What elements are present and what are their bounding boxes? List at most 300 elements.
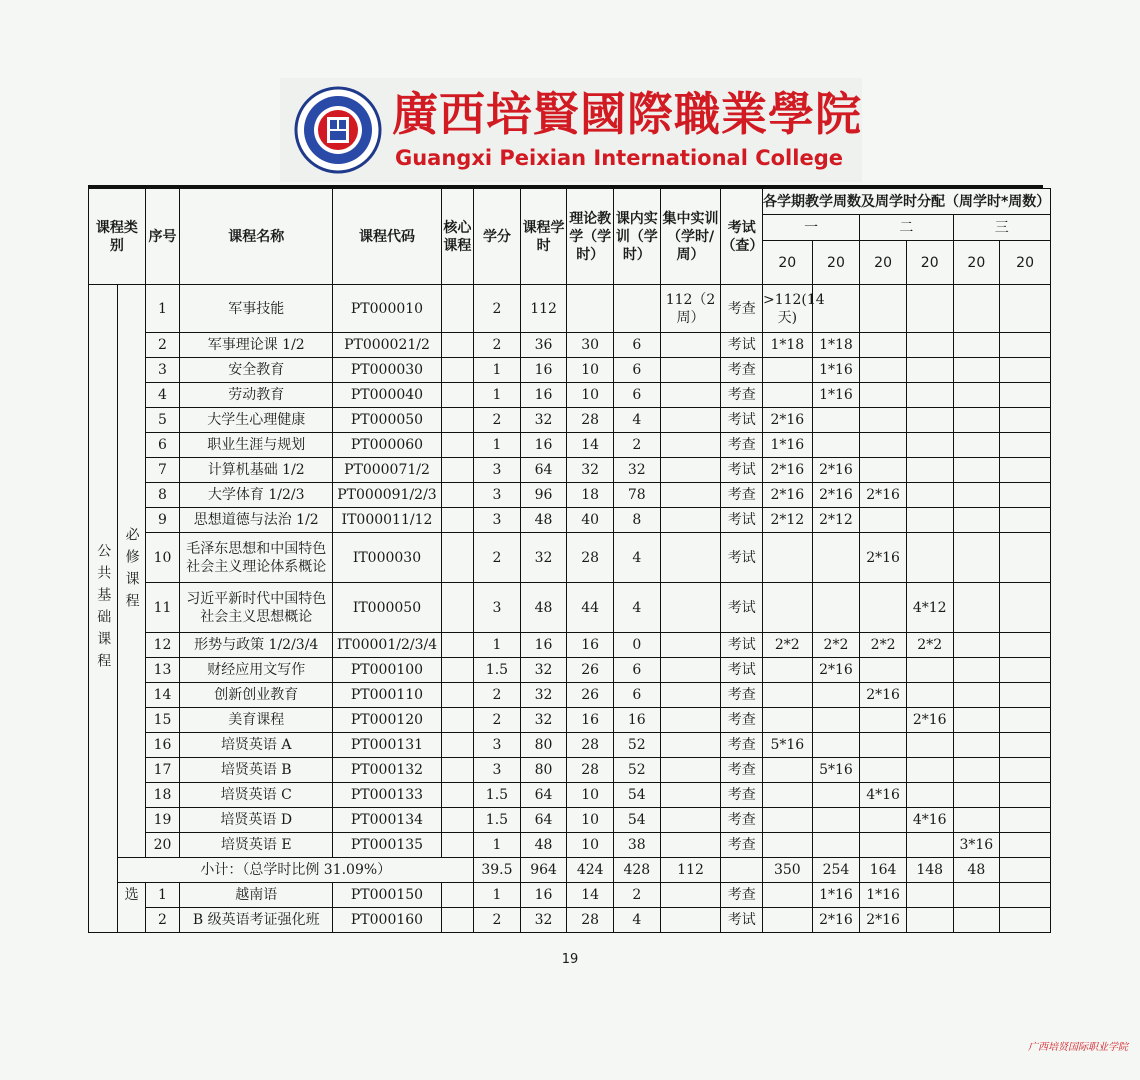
cell-s4: 4*16 [906,808,953,833]
cell-core [441,383,473,408]
cell-seq: 20 [145,833,179,858]
cell-exam: 考查 [721,483,763,508]
cell-s6 [1000,808,1051,833]
cell-core [441,708,473,733]
cell-credit: 3 [474,583,521,633]
cell-core [441,883,473,908]
cell-seq: 1 [145,883,179,908]
cell-s2: 2*16 [812,908,860,933]
cell-hours: 36 [520,333,567,358]
cell-credit: 2 [474,533,521,583]
cell-s2 [812,583,860,633]
cell-code: PT000150 [333,883,441,908]
cell-s5 [953,658,1000,683]
cell-exam: 考试 [721,333,763,358]
table-row [89,783,1051,808]
cell-s5 [953,458,1000,483]
cell-theory: 32 [567,458,614,483]
cell-code: PT000135 [333,833,441,858]
cell-practice: 2 [614,883,661,908]
cell-exam: 考查 [721,883,763,908]
cell-code: PT000134 [333,808,441,833]
cell-s4 [906,658,953,683]
cell-practice: 4 [614,408,661,433]
cell-code: PT000030 [333,358,441,383]
table-row [89,733,1051,758]
cell-theory: 18 [567,483,614,508]
cell-core [441,908,473,933]
cell-intensive [660,483,721,508]
subtotal-exam [721,858,763,883]
cell-practice: 6 [614,383,661,408]
header-row-1 [89,189,1051,215]
college-chinese-name: 廣西培賢國際職業學院 [392,87,862,141]
cell-s1: 2*16 [762,458,812,483]
cell-theory: 28 [567,758,614,783]
header-distribution: 各学期教学周数及周学时分配（周学时*周数） [762,189,1050,215]
table-row [89,908,1051,933]
cell-seq: 6 [145,433,179,458]
subtotal-practice: 428 [614,858,661,883]
cell-s4 [906,458,953,483]
cell-hours: 48 [520,833,567,858]
cell-exam: 考试 [721,908,763,933]
cell-core [441,483,473,508]
cell-core [441,683,473,708]
cell-theory: 26 [567,658,614,683]
table-row [89,708,1051,733]
cell-intensive [660,908,721,933]
table-row [89,383,1051,408]
cell-credit: 1 [474,833,521,858]
cell-s4 [906,683,953,708]
category-cell: 公共基础课程 [89,285,118,933]
cell-s6 [1000,683,1051,708]
cell-practice: 38 [614,833,661,858]
required-cell: 必修课程 [118,285,145,858]
cell-hours: 64 [520,783,567,808]
cell-s4 [906,285,953,333]
table-row [89,758,1051,783]
cell-theory: 30 [567,333,614,358]
cell-s3 [860,433,907,458]
cell-s1 [762,383,812,408]
cell-intensive [660,733,721,758]
subtotal-s2: 254 [812,858,860,883]
cell-s6 [1000,383,1051,408]
cell-credit: 1.5 [474,658,521,683]
cell-intensive [660,383,721,408]
table-row [89,658,1051,683]
cell-credit: 3 [474,758,521,783]
cell-s4 [906,433,953,458]
cell-intensive [660,633,721,658]
header-year-2: 二 [860,215,953,241]
cell-s6 [1000,883,1051,908]
cell-s2: 2*2 [812,633,860,658]
cell-s4 [906,333,953,358]
page-number: 19 [561,952,579,967]
cell-practice: 32 [614,458,661,483]
cell-core [441,508,473,533]
cell-intensive [660,408,721,433]
cell-credit: 1 [474,358,521,383]
cell-core [441,783,473,808]
header-theory: 理论教学（学时） [567,189,614,285]
cell-s5 [953,783,1000,808]
header-weeks-s6: 20 [1000,241,1051,285]
subtotal-credit: 39.5 [474,858,521,883]
cell-code: PT000021/2 [333,333,441,358]
cell-code: IT000030 [333,533,441,583]
cell-s1 [762,583,812,633]
cell-credit: 3 [474,508,521,533]
cell-s6 [1000,483,1051,508]
table-row [89,633,1051,658]
cell-s6 [1000,783,1051,808]
cell-hours: 16 [520,883,567,908]
cell-name: 美育课程 [180,708,333,733]
curriculum-table [88,188,1051,933]
cell-theory: 28 [567,733,614,758]
cell-s2: 2*16 [812,658,860,683]
cell-core [441,285,473,333]
cell-s1 [762,908,812,933]
table-row [89,358,1051,383]
cell-intensive [660,333,721,358]
header-hours: 课程学时 [520,189,567,285]
cell-practice: 6 [614,658,661,683]
curriculum-table-body [89,285,1051,933]
cell-core [441,808,473,833]
cell-s5 [953,483,1000,508]
header-credit: 学分 [474,189,521,285]
cell-practice: 6 [614,333,661,358]
cell-s5 [953,733,1000,758]
cell-credit: 1 [474,633,521,658]
cell-credit: 2 [474,333,521,358]
cell-code: IT000011/12 [333,508,441,533]
cell-exam: 考查 [721,433,763,458]
table-row [89,508,1051,533]
table-row [89,683,1051,708]
cell-name: 毛泽东思想和中国特色社会主义理论体系概论 [180,533,333,583]
cell-core [441,583,473,633]
cell-seq: 18 [145,783,179,808]
cell-s1: 2*2 [762,633,812,658]
cell-name: B 级英语考证强化班 [180,908,333,933]
cell-credit: 2 [474,708,521,733]
cell-code: PT000100 [333,658,441,683]
cell-s1: 5*16 [762,733,812,758]
cell-seq: 17 [145,758,179,783]
cell-s5 [953,583,1000,633]
cell-name: 军事理论课 1/2 [180,333,333,358]
cell-name: 培贤英语 D [180,808,333,833]
cell-s6 [1000,908,1051,933]
cell-theory: 26 [567,683,614,708]
cell-s4 [906,383,953,408]
cell-credit: 1.5 [474,808,521,833]
cell-seq: 16 [145,733,179,758]
subtotal-s6 [1000,858,1051,883]
cell-exam: 考试 [721,633,763,658]
cell-s2: 1*16 [812,383,860,408]
cell-s3: 1*16 [860,883,907,908]
cell-s5 [953,508,1000,533]
cell-practice: 16 [614,708,661,733]
cell-code: PT000040 [333,383,441,408]
cell-seq: 2 [145,908,179,933]
elective-cell: 选 [118,883,145,933]
cell-s6 [1000,533,1051,583]
cell-theory [567,285,614,333]
cell-s2: 5*16 [812,758,860,783]
cell-name: 大学生心理健康 [180,408,333,433]
cell-s4: 2*2 [906,633,953,658]
cell-theory: 10 [567,383,614,408]
cell-hours: 16 [520,433,567,458]
cell-s1 [762,833,812,858]
cell-name: 大学体育 1/2/3 [180,483,333,508]
cell-core [441,658,473,683]
cell-exam: 考试 [721,583,763,633]
cell-practice: 6 [614,358,661,383]
cell-s2 [812,433,860,458]
cell-intensive [660,583,721,633]
cell-s2 [812,533,860,583]
cell-core [441,358,473,383]
cell-s5 [953,883,1000,908]
table-row [89,833,1051,858]
header-intensive: 集中实训（学时/周） [660,189,721,285]
cell-s6 [1000,408,1051,433]
cell-name: 创新创业教育 [180,683,333,708]
table-row [89,285,1051,333]
cell-s4: 4*12 [906,583,953,633]
cell-s4 [906,733,953,758]
cell-code: PT000010 [333,285,441,333]
cell-s5 [953,383,1000,408]
cell-core [441,408,473,433]
cell-theory: 28 [567,908,614,933]
cell-credit: 2 [474,683,521,708]
cell-practice: 2 [614,433,661,458]
cell-s1 [762,783,812,808]
subtotal-s5: 48 [953,858,1000,883]
cell-hours: 16 [520,358,567,383]
cell-theory: 40 [567,508,614,533]
cell-s1: 2*16 [762,483,812,508]
cell-hours: 64 [520,458,567,483]
header-weeks-s5: 20 [953,241,1000,285]
cell-name: 培贤英语 B [180,758,333,783]
cell-s6 [1000,733,1051,758]
cell-s4 [906,783,953,808]
cell-s2 [812,683,860,708]
cell-intensive [660,683,721,708]
cell-code: PT000071/2 [333,458,441,483]
college-english-name: Guangxi Peixian International College [395,146,843,170]
cell-exam: 考试 [721,658,763,683]
cell-code: PT000060 [333,433,441,458]
cell-hours: 32 [520,683,567,708]
cell-s6 [1000,633,1051,658]
header-category: 课程类别 [89,189,146,285]
cell-practice: 54 [614,783,661,808]
cell-code: IT00001/2/3/4 [333,633,441,658]
table-row [89,333,1051,358]
cell-credit: 1 [474,883,521,908]
cell-intensive [660,808,721,833]
cell-practice: 52 [614,733,661,758]
cell-s3 [860,458,907,483]
watermark: 广西培贤国际职业学院 [1028,1042,1128,1053]
cell-s3 [860,333,907,358]
cell-name: 培贤英语 C [180,783,333,808]
cell-s1 [762,808,812,833]
cell-practice [614,285,661,333]
cell-code: PT000110 [333,683,441,708]
cell-s1 [762,708,812,733]
cell-s4 [906,758,953,783]
cell-core [441,833,473,858]
cell-core [441,758,473,783]
subtotal-s3: 164 [860,858,907,883]
cell-s4 [906,833,953,858]
cell-s3 [860,758,907,783]
header-seq: 序号 [145,189,179,285]
cell-seq: 2 [145,333,179,358]
cell-s6 [1000,358,1051,383]
header-practice: 课内实训（学时） [614,189,661,285]
cell-hours: 32 [520,908,567,933]
cell-credit: 1 [474,383,521,408]
cell-code: PT000131 [333,733,441,758]
cell-s1 [762,883,812,908]
header-weeks-s4: 20 [906,241,953,285]
cell-name: 职业生涯与规划 [180,433,333,458]
cell-s5 [953,433,1000,458]
cell-s6 [1000,508,1051,533]
cell-s2: 1*18 [812,333,860,358]
cell-s4 [906,358,953,383]
cell-practice: 6 [614,683,661,708]
cell-hours: 80 [520,733,567,758]
cell-exam: 考查 [721,285,763,333]
header-course-code: 课程代码 [333,189,441,285]
cell-theory: 28 [567,533,614,583]
cell-intensive [660,458,721,483]
cell-practice: 4 [614,533,661,583]
cell-s3: 4*16 [860,783,907,808]
table-row [89,808,1051,833]
cell-code: PT000133 [333,783,441,808]
cell-theory: 28 [567,408,614,433]
cell-s3 [860,733,907,758]
cell-s2 [812,833,860,858]
table-row [89,408,1051,433]
cell-seq: 8 [145,483,179,508]
cell-core [441,533,473,583]
cell-seq: 1 [145,285,179,333]
cell-s5 [953,708,1000,733]
cell-practice: 52 [614,758,661,783]
cell-hours: 48 [520,508,567,533]
cell-exam: 考查 [721,358,763,383]
cell-s6 [1000,458,1051,483]
cell-name: 培贤英语 E [180,833,333,858]
cell-name: 习近平新时代中国特色社会主义思想概论 [180,583,333,633]
cell-s5 [953,533,1000,583]
cell-hours: 64 [520,808,567,833]
cell-hours: 48 [520,583,567,633]
cell-theory: 44 [567,583,614,633]
cell-s1 [762,358,812,383]
cell-intensive [660,708,721,733]
cell-credit: 3 [474,483,521,508]
cell-seq: 13 [145,658,179,683]
cell-core [441,458,473,483]
cell-name: 财经应用文写作 [180,658,333,683]
cell-s4 [906,533,953,583]
subtotal-intensive: 112 [660,858,721,883]
cell-s6 [1000,433,1051,458]
cell-credit: 2 [474,285,521,333]
cell-s3: 2*2 [860,633,907,658]
cell-exam: 考试 [721,533,763,583]
cell-s2 [812,808,860,833]
cell-name: 思想道德与法治 1/2 [180,508,333,533]
cell-seq: 5 [145,408,179,433]
header-course-name: 课程名称 [180,189,333,285]
cell-credit: 1.5 [474,783,521,808]
cell-seq: 3 [145,358,179,383]
cell-theory: 14 [567,883,614,908]
subtotal-s1: 350 [762,858,812,883]
cell-name: 培贤英语 A [180,733,333,758]
cell-seq: 10 [145,533,179,583]
cell-exam: 考试 [721,508,763,533]
header-weeks-s2: 20 [812,241,860,285]
cell-s5 [953,358,1000,383]
cell-s3 [860,708,907,733]
cell-hours: 16 [520,383,567,408]
cell-s1: 1*18 [762,333,812,358]
cell-s3: 2*16 [860,483,907,508]
header-exam: 考试（查） [721,189,763,285]
cell-s3 [860,833,907,858]
cell-s3 [860,583,907,633]
cell-s4: 2*16 [906,708,953,733]
cell-s3 [860,358,907,383]
cell-s5 [953,285,1000,333]
header-core: 核心课程 [441,189,473,285]
cell-s4 [906,908,953,933]
cell-practice: 54 [614,808,661,833]
college-header [280,78,862,182]
cell-code: PT000160 [333,908,441,933]
cell-seq: 19 [145,808,179,833]
cell-name: 计算机基础 1/2 [180,458,333,483]
cell-intensive [660,358,721,383]
header-year-3: 三 [953,215,1050,241]
cell-s3 [860,808,907,833]
cell-theory: 10 [567,808,614,833]
cell-hours: 112 [520,285,567,333]
cell-intensive: 112（2周） [660,285,721,333]
cell-code: PT000120 [333,708,441,733]
